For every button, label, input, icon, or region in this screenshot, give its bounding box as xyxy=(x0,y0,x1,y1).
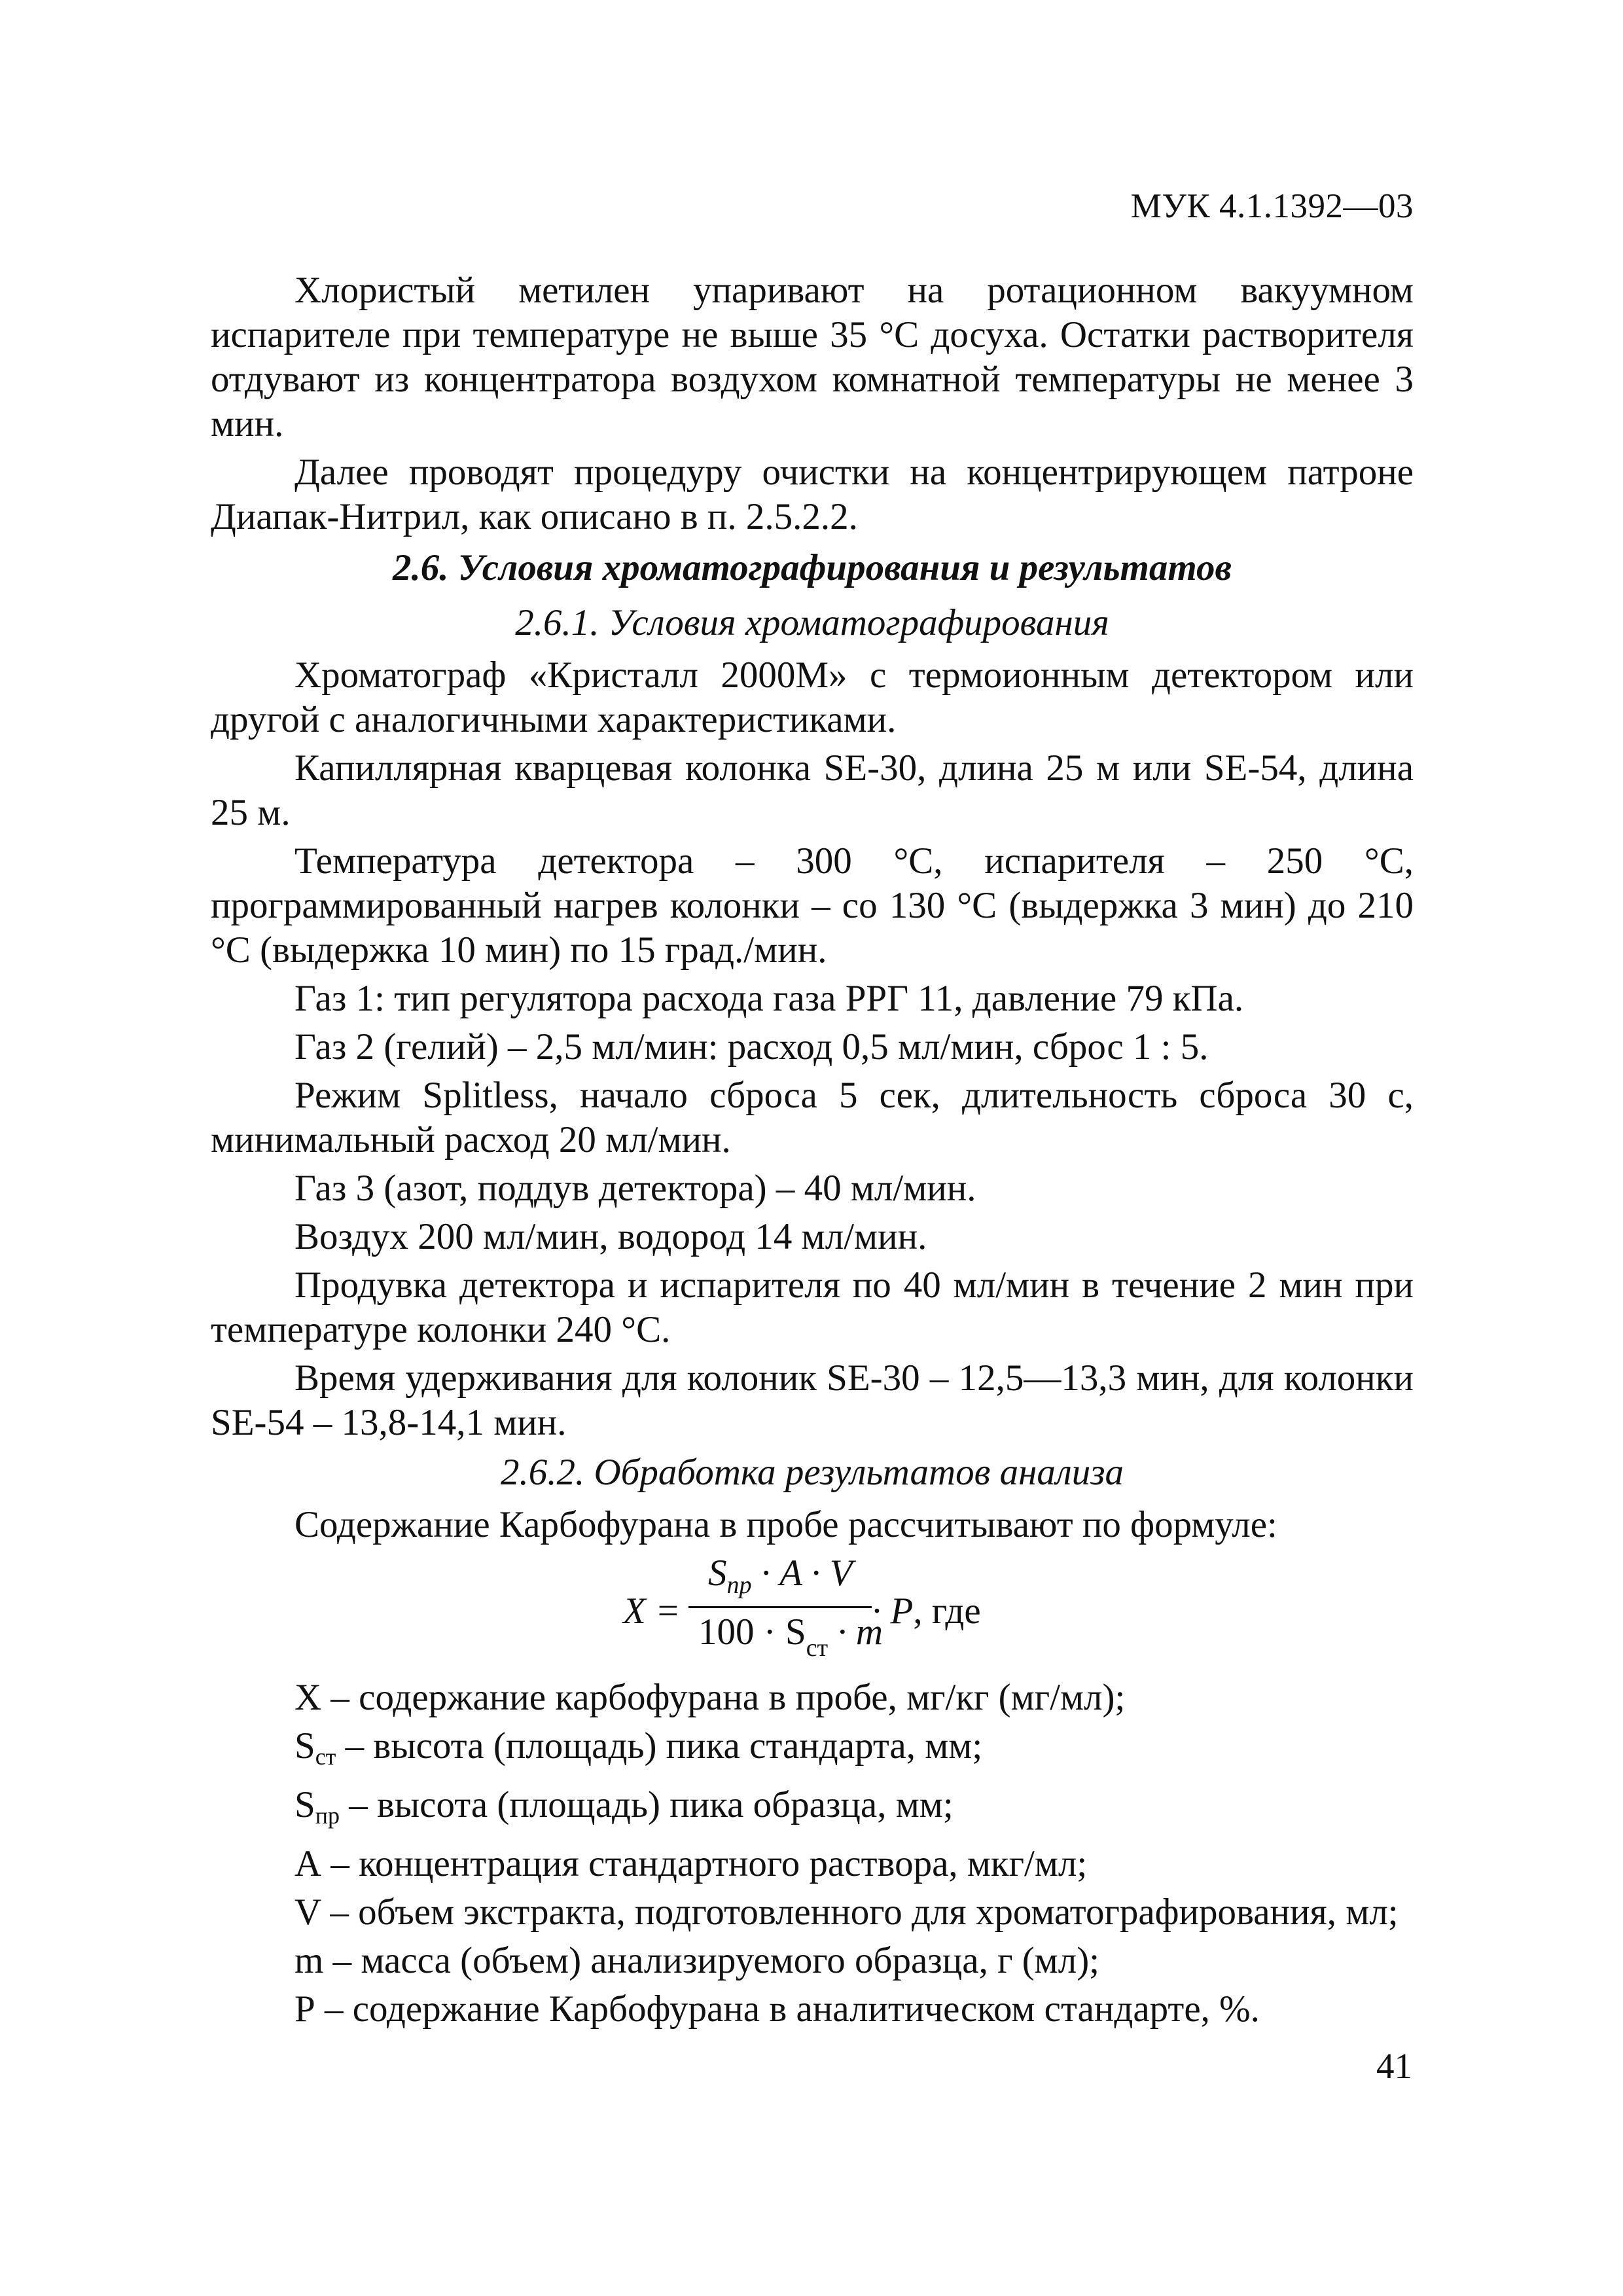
formula-denominator: $100 \cdot S_{ст} \cdot m$ xyxy=(698,1611,883,1662)
calculation-formula xyxy=(211,1551,1414,1676)
condition-gas-3: Газ 3 (азот, поддув детектора) – 40 мл/мин. xyxy=(294,1168,976,1209)
legend-s-pr: Sпр – высота (площадь) пика образца, мм; xyxy=(294,1784,954,1829)
condition-retention-time: Время удерживания для колоник SE-30 – 12,5—13,3 мин, для колонки SE-54 – 13,8-14,1 мин. xyxy=(211,1357,1414,1443)
legend-p: Р – содержание Карбофурана в аналитическом стандарте, %. xyxy=(294,1988,1260,2030)
formula-fraction-bar xyxy=(688,1606,872,1608)
paragraph-evaporation: Хлористый метилен упаривают на ротационном вакуумном испарителе при температуре не выше 35 °С досуха. Остатки растворителя отдувают из концентратора воздухом комнатной температуры не менее 3 мин. xyxy=(211,270,1414,444)
paragraph-cleanup: Далее проводят процедуру очистки на концентрирующем патроне Диапак-Нитрил, как описано в п. 2.5.2.2. xyxy=(211,452,1414,537)
condition-gas-1: Газ 1: тип регулятора расхода газа РРГ 11, давление 79 кПа. xyxy=(294,978,1244,1019)
legend-v: V – объем экстракта, подготовленного для хроматографирования, мл; xyxy=(294,1892,1399,1933)
condition-splitless: Режим Splitless, начало сброса 5 сек, длительность сброса 30 с, минимальный расход 20 мл/мин. xyxy=(211,1075,1414,1160)
legend-m: m – масса (объем) анализируемого образца, г (мл); xyxy=(294,1940,1100,1981)
legend-s-st: Sст – высота (площадь) пика стандарта, мм; xyxy=(294,1725,983,1770)
formula-numerator: $S_{пр} \cdot A \cdot V$ xyxy=(708,1552,853,1599)
formula-rhs: · P, где xyxy=(872,1590,981,1632)
condition-temperature: Температура детектора – 300 °С, испарителя – 250 °С, программированный нагрев колонки – со 130 °С (выдержка 3 мин) до 210 °С (выдержка 10 мин) по 15 град./мин. xyxy=(211,840,1414,971)
legend-a: А – концентрация стандартного раствора, мкг/мл; xyxy=(294,1843,1088,1884)
page-body xyxy=(211,268,1414,2036)
subsection-heading-results: 2.6.2. Обработка результатов анализа xyxy=(501,1452,1124,1493)
page-number: 41 xyxy=(1376,2046,1412,2086)
formula-intro: Содержание Карбофурана в пробе рассчитывают по формуле: xyxy=(294,1504,1277,1545)
section-heading: 2.6. Условия хроматографирования и результатов xyxy=(393,547,1232,588)
document-code-header: МУК 4.1.1392—03 xyxy=(1130,187,1414,225)
subsection-heading-conditions: 2.6.1. Условия хроматографирования xyxy=(515,602,1109,643)
condition-column: Капиллярная кварцевая колонка SE-30, длина 25 м или SE-54, длина 25 м. xyxy=(211,747,1414,833)
condition-purge: Продувка детектора и испарителя по 40 мл/мин в течение 2 мин при температуре колонки 240 °С. xyxy=(211,1265,1414,1350)
condition-gas-2: Газ 2 (гелий) – 2,5 мл/мин: расход 0,5 мл/мин, сброс 1 : 5. xyxy=(294,1026,1209,1067)
formula-lhs: X = xyxy=(623,1590,681,1632)
condition-chromatograph: Хроматограф «Кристалл 2000М» с термоионным детектором или другой с аналогичными характеристиками. xyxy=(211,655,1414,740)
legend-x: X – содержание карбофурана в пробе, мг/кг (мг/мл); xyxy=(294,1677,1126,1718)
condition-air-hydrogen: Воздух 200 мл/мин, водород 14 мл/мин. xyxy=(294,1216,927,1257)
